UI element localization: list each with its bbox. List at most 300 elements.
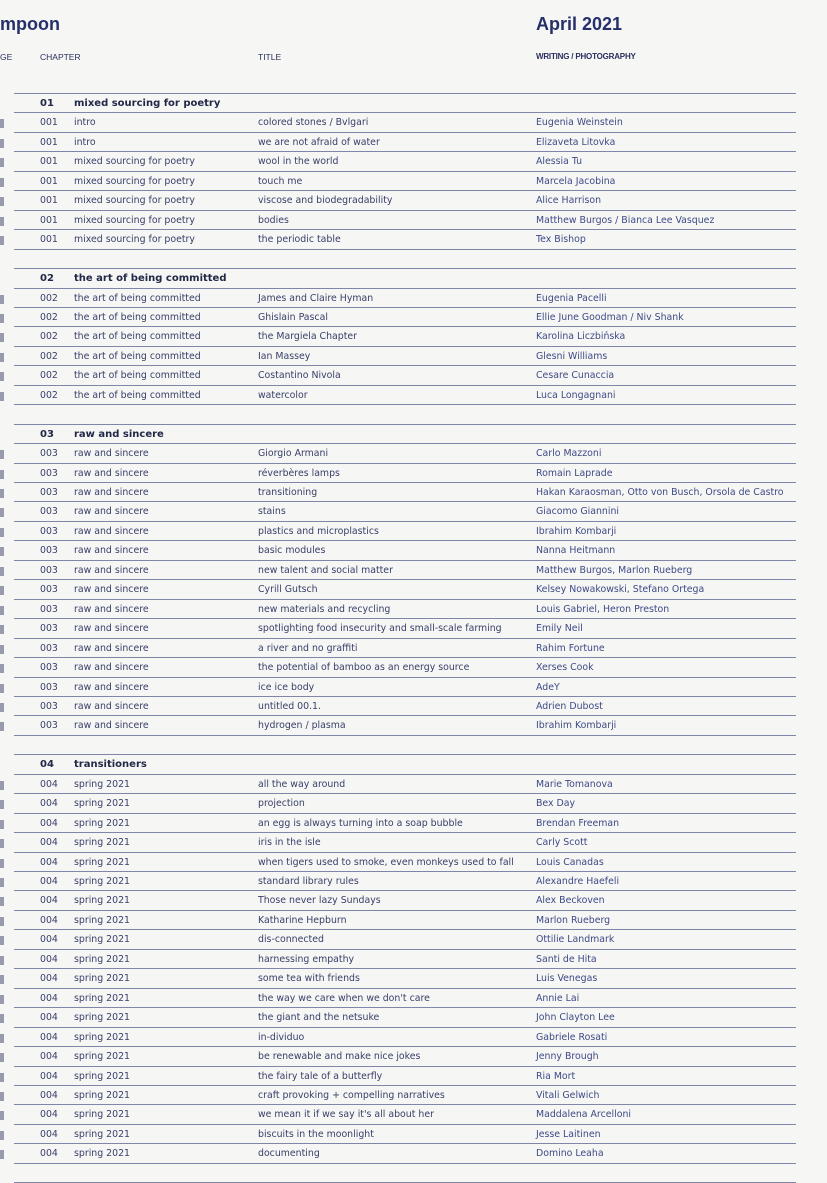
row-divider: [14, 1104, 796, 1105]
cropped-page-digit: [0, 314, 4, 323]
section-name: the art of being committed: [74, 273, 227, 285]
entry-page: 003: [40, 584, 58, 596]
entry-writer: Eugenia Weinstein: [536, 117, 623, 129]
entry-chapter: spring 2021: [74, 778, 131, 790]
entry-title: a river and no graffiti: [258, 642, 358, 654]
cropped-page-digit: [0, 800, 4, 809]
entry-chapter: raw and sincere: [74, 681, 149, 693]
entry-title: Ian Massey: [258, 350, 311, 362]
entry-chapter: spring 2021: [74, 973, 131, 985]
cropped-page-digit: [0, 839, 4, 848]
row-divider: [14, 1007, 796, 1008]
row-divider: [14, 1163, 796, 1164]
entry-title: colored stones / Bvlgari: [258, 117, 369, 129]
entry-writer: Eugenia Pacelli: [536, 292, 607, 304]
entry-page: 003: [40, 662, 58, 674]
row-divider: [14, 521, 796, 522]
entry-page: 003: [40, 642, 58, 654]
entry-page: 001: [40, 136, 58, 148]
entry-title: Cyrill Gutsch: [258, 584, 318, 596]
cropped-page-digit: [0, 158, 4, 167]
row-divider: [14, 890, 796, 891]
cropped-page-digit: [0, 606, 4, 615]
row-divider: [14, 463, 796, 464]
entry-title: viscose and biodegradability: [258, 195, 393, 207]
entry-title: ice ice body: [258, 681, 315, 693]
entry-page: 001: [40, 156, 58, 168]
row-divider: [14, 404, 796, 405]
entry-writer: Bex Day: [536, 798, 576, 810]
row-divider: [14, 735, 796, 736]
cropped-page-digit: [0, 1073, 4, 1082]
cropped-page-digit: [0, 139, 4, 148]
entry-title: Those never lazy Sundays: [258, 895, 381, 907]
row-divider: [14, 560, 796, 561]
entry-writer: Ellie June Goodman / Niv Shank: [536, 311, 684, 323]
row-divider: [14, 754, 796, 755]
entry-writer: Rahim Fortune: [536, 642, 605, 654]
entry-title: hydrogen / plasma: [258, 720, 346, 732]
entry-chapter: the art of being committed: [74, 331, 201, 343]
row-divider: [14, 501, 796, 502]
entry-title: new materials and recycling: [258, 603, 391, 615]
entry-title: the periodic table: [258, 234, 341, 246]
entry-writer: Carlo Mazzoni: [536, 448, 602, 460]
row-divider: [14, 910, 796, 911]
entry-chapter: spring 2021: [74, 1148, 131, 1160]
cropped-page-digit: [0, 372, 4, 381]
cropped-page-digit: [0, 995, 4, 1004]
row-divider: [14, 1066, 796, 1067]
entry-chapter: intro: [74, 136, 96, 148]
entry-title: plastics and microplastics: [258, 525, 379, 537]
entry-chapter: spring 2021: [74, 992, 131, 1004]
entry-title: transitioning: [258, 487, 318, 498]
entry-page: 004: [40, 1148, 58, 1160]
entry-writer: Marie Tomanova: [536, 778, 613, 790]
row-divider: [14, 307, 796, 308]
cropped-page-digit: [0, 470, 4, 479]
entry-chapter: raw and sincere: [74, 603, 149, 615]
entry-writer: Hakan Karaosman, Otto von Busch, Orsola de Castro: [536, 487, 784, 498]
cropped-page-digit: [0, 450, 4, 459]
entry-page: 004: [40, 1089, 58, 1101]
entry-page: 003: [40, 506, 58, 518]
cropped-page-digit: [0, 820, 4, 829]
row-divider: [14, 190, 796, 191]
cropped-page-digit: [0, 1014, 4, 1023]
entry-title: standard library rules: [258, 876, 359, 887]
section-number: 01: [40, 98, 54, 109]
entry-title: craft provoking + compelling narratives: [258, 1089, 445, 1101]
entry-writer: Jenny Brough: [536, 1051, 599, 1063]
entry-chapter: raw and sincere: [74, 700, 149, 712]
entry-title: be renewable and make nice jokes: [258, 1051, 421, 1063]
cropped-page-digit: [0, 975, 4, 984]
row-divider: [14, 1085, 796, 1086]
entry-writer: Alice Harrison: [536, 195, 602, 207]
column-header-writing: WRITING / PHOTOGRAPHY: [536, 52, 636, 61]
entry-chapter: raw and sincere: [74, 662, 149, 674]
row-divider: [14, 677, 796, 678]
entry-title: spotlighting food insecurity and small-scale farming: [258, 623, 502, 635]
entry-chapter: raw and sincere: [74, 448, 149, 460]
row-divider: [14, 346, 796, 347]
cropped-page-digit: [0, 1150, 4, 1159]
row-divider: [14, 268, 796, 269]
entry-writer: Ria Mort: [536, 1070, 576, 1082]
entry-page: 002: [40, 370, 58, 382]
entry-chapter: spring 2021: [74, 856, 131, 868]
section-number: 04: [40, 759, 54, 771]
entry-page: 003: [40, 448, 58, 460]
entry-writer: Luis Venegas: [536, 973, 598, 985]
entry-writer: Adrien Dubost: [536, 700, 603, 712]
entry-writer: Santi de Hita: [536, 953, 597, 965]
entry-writer: Louis Canadas: [536, 856, 604, 868]
cropped-page-digit: [0, 1131, 4, 1140]
entry-title: all the way around: [258, 778, 346, 790]
entry-page: 003: [40, 564, 58, 576]
entry-chapter: raw and sincere: [74, 623, 149, 635]
entry-page: 001: [40, 234, 58, 246]
entry-chapter: spring 2021: [74, 1070, 131, 1082]
entry-title: we are not afraid of water: [258, 136, 380, 148]
entry-page: 004: [40, 973, 58, 985]
issue-date: April 2021: [536, 14, 623, 34]
entry-page: 004: [40, 1128, 58, 1140]
column-header-chapter: CHAPTER: [40, 52, 81, 62]
entry-writer: Domino Leaha: [536, 1148, 604, 1160]
cropped-page-digit: [0, 645, 4, 654]
entry-title: basic modules: [258, 545, 326, 557]
entry-page: 003: [40, 545, 58, 557]
entry-title: Katharine Hepburn: [258, 914, 347, 926]
cropped-page-digit: [0, 625, 4, 634]
section-number: 03: [40, 428, 54, 440]
entry-title: Costantino Nivola: [258, 370, 341, 382]
row-divider: [14, 579, 796, 580]
entry-writer: Karolina Liczbińska: [536, 331, 626, 343]
entry-chapter: spring 2021: [74, 876, 131, 887]
entry-page: 004: [40, 1031, 58, 1043]
entry-chapter: raw and sincere: [74, 487, 149, 498]
column-header-page: GE: [0, 52, 13, 62]
entry-title: some tea with friends: [258, 973, 360, 985]
entry-page: 001: [40, 175, 58, 187]
row-divider: [14, 832, 796, 833]
entry-page: 004: [40, 856, 58, 868]
entry-page: 003: [40, 720, 58, 732]
row-divider: [14, 599, 796, 600]
entry-chapter: the art of being committed: [74, 370, 201, 382]
row-divider: [14, 151, 796, 152]
entry-writer: Nanna Heitmann: [536, 545, 616, 557]
entry-writer: Ottilie Landmark: [536, 934, 615, 946]
entry-title: harnessing empathy: [258, 953, 355, 965]
row-divider: [14, 482, 796, 483]
cropped-page-digit: [0, 197, 4, 206]
entry-chapter: spring 2021: [74, 914, 131, 926]
cropped-page-digit: [0, 1053, 4, 1062]
entry-writer: Ibrahim Kombarji: [536, 525, 617, 537]
entry-writer: Matthew Burgos, Marlon Rueberg: [536, 564, 693, 576]
entry-writer: Alessia Tu: [536, 156, 583, 168]
entry-page: 004: [40, 837, 58, 849]
entry-writer: Glesni Williams: [536, 350, 608, 362]
row-divider: [14, 638, 796, 639]
entry-chapter: the art of being committed: [74, 292, 201, 304]
entry-chapter: raw and sincere: [74, 545, 149, 557]
entry-page: 004: [40, 817, 58, 829]
cropped-page-digit: [0, 956, 4, 965]
entry-page: 004: [40, 895, 58, 907]
cropped-page-digit: [0, 897, 4, 906]
entry-chapter: the art of being committed: [74, 350, 201, 362]
entry-writer: Romain Laprade: [536, 467, 613, 479]
entry-page: 002: [40, 311, 58, 323]
entry-page: 004: [40, 1109, 58, 1121]
cropped-page-digit: [0, 703, 4, 712]
entry-writer: John Clayton Lee: [536, 1012, 615, 1024]
row-divider: [14, 618, 796, 619]
cropped-page-digit: [0, 353, 4, 362]
row-divider: [14, 1143, 796, 1144]
entry-page: 003: [40, 525, 58, 537]
cropped-page-digit: [0, 586, 4, 595]
entry-page: 003: [40, 681, 58, 693]
entry-page: 002: [40, 292, 58, 304]
entry-writer: AdeY: [536, 681, 560, 693]
entry-writer: Gabriele Rosati: [536, 1031, 608, 1043]
entry-writer: Vitali Gelwich: [536, 1089, 600, 1101]
row-divider: [14, 540, 796, 541]
entry-page: 001: [40, 195, 58, 207]
entry-chapter: the art of being committed: [74, 311, 201, 323]
section-number: 02: [40, 273, 54, 285]
entry-writer: Xerses Cook: [536, 662, 594, 674]
entry-chapter: raw and sincere: [74, 564, 149, 576]
row-divider: [14, 385, 796, 386]
cropped-page-digit: [0, 333, 4, 342]
entry-title: stains: [258, 506, 286, 518]
entry-chapter: spring 2021: [74, 934, 131, 946]
entry-chapter: spring 2021: [74, 953, 131, 965]
entry-writer: Tex Bishop: [536, 234, 586, 246]
entry-writer: Alex Beckoven: [536, 895, 605, 907]
entry-title: the potential of bamboo as an energy source: [258, 662, 470, 674]
cropped-page-digit: [0, 295, 4, 304]
row-divider: [14, 715, 796, 716]
entry-writer: Annie Lai: [536, 992, 580, 1004]
cropped-page-digit: [0, 528, 4, 537]
row-divider: [14, 210, 796, 211]
entry-title: documenting: [258, 1148, 320, 1160]
entry-chapter: spring 2021: [74, 1128, 131, 1140]
row-divider: [14, 326, 796, 327]
entry-chapter: spring 2021: [74, 1109, 131, 1121]
entry-title: untitled 00.1.: [258, 700, 321, 712]
entry-chapter: spring 2021: [74, 837, 131, 849]
row-divider: [14, 1046, 796, 1047]
entry-chapter: mixed sourcing for poetry: [74, 156, 195, 168]
entry-title: new talent and social matter: [258, 564, 393, 576]
row-divider: [14, 949, 796, 950]
row-divider: [14, 132, 796, 133]
entry-writer: Jesse Laitinen: [536, 1128, 601, 1140]
row-divider: [14, 696, 796, 697]
entry-page: 004: [40, 1070, 58, 1082]
entry-page: 003: [40, 467, 58, 479]
entry-page: 002: [40, 389, 58, 401]
entry-title: projection: [258, 798, 305, 810]
entry-writer: Alexandre Haefeli: [536, 876, 620, 887]
row-divider: [14, 1124, 796, 1125]
row-divider: [14, 852, 796, 853]
entry-title: biscuits in the moonlight: [258, 1128, 374, 1140]
row-divider: [14, 929, 796, 930]
row-divider: [14, 112, 796, 113]
row-divider: [14, 988, 796, 989]
entry-writer: Brendan Freeman: [536, 817, 620, 829]
cropped-page-digit: [0, 917, 4, 926]
entry-chapter: spring 2021: [74, 817, 131, 829]
entry-page: 002: [40, 331, 58, 343]
entry-page: 003: [40, 700, 58, 712]
row-divider: [14, 365, 796, 366]
entry-chapter: mixed sourcing for poetry: [74, 195, 195, 207]
row-divider: [14, 93, 796, 94]
entry-chapter: raw and sincere: [74, 506, 149, 518]
entry-writer: Marlon Rueberg: [536, 914, 611, 926]
entry-writer: Elizaveta Litovka: [536, 136, 616, 148]
entry-title: the way we care when we don't care: [258, 992, 430, 1004]
cropped-page-digit: [0, 936, 4, 945]
row-divider: [14, 424, 796, 425]
entry-page: 004: [40, 798, 58, 810]
entry-writer: Maddalena Arcelloni: [536, 1109, 631, 1121]
cropped-page-digit: [0, 236, 4, 245]
cropped-page-digit: [0, 508, 4, 517]
entry-page: 001: [40, 117, 58, 129]
entry-writer: Giacomo Giannini: [536, 506, 620, 518]
entry-title: when tigers used to smoke, even monkeys used to fall: [258, 856, 514, 868]
entry-chapter: spring 2021: [74, 1089, 131, 1101]
cropped-page-digit: [0, 567, 4, 576]
row-divider: [14, 793, 796, 794]
cropped-page-digit: [0, 781, 4, 790]
entry-title: in-dividuo: [258, 1031, 305, 1043]
entry-writer: Kelsey Nowakowski, Stefano Ortega: [536, 584, 705, 596]
entry-chapter: spring 2021: [74, 895, 131, 907]
entry-chapter: spring 2021: [74, 1031, 131, 1043]
row-divider: [14, 249, 796, 250]
entry-title: the fairy tale of a butterfly: [258, 1070, 383, 1082]
row-divider: [14, 443, 796, 444]
entry-chapter: raw and sincere: [74, 525, 149, 537]
entry-chapter: mixed sourcing for poetry: [74, 175, 195, 187]
entry-page: 003: [40, 623, 58, 635]
entry-chapter: raw and sincere: [74, 467, 149, 479]
entry-page: 001: [40, 214, 58, 226]
entry-writer: Luca Longagnani: [536, 389, 616, 401]
cropped-page-digit: [0, 684, 4, 693]
row-divider: [14, 813, 796, 814]
column-header-title: TITLE: [258, 52, 282, 62]
entry-chapter: raw and sincere: [74, 584, 149, 596]
entry-chapter: spring 2021: [74, 1051, 131, 1063]
cropped-page-digit: [0, 119, 4, 128]
row-divider: [14, 171, 796, 172]
cropped-page-digit: [0, 859, 4, 868]
entry-title: dis-connected: [258, 934, 324, 946]
entry-title: touch me: [258, 175, 303, 187]
entry-page: 004: [40, 953, 58, 965]
entry-page: 004: [40, 778, 58, 790]
entry-title: réverbères lamps: [258, 467, 340, 479]
entry-title: bodies: [258, 214, 289, 226]
entry-writer: Matthew Burgos / Bianca Lee Vasquez: [536, 214, 715, 226]
section-name: transitioners: [74, 759, 147, 771]
entry-title: an egg is always turning into a soap bubble: [258, 817, 463, 829]
cropped-page-digit: [0, 547, 4, 556]
row-divider: [14, 657, 796, 658]
entry-page: 003: [40, 603, 58, 615]
entry-page: 003: [40, 487, 58, 498]
cropped-page-digit: [0, 722, 4, 731]
entry-chapter: intro: [74, 117, 96, 129]
entry-writer: Emily Neil: [536, 623, 583, 635]
entry-page: 004: [40, 992, 58, 1004]
row-divider: [14, 774, 796, 775]
section-name: mixed sourcing for poetry: [74, 98, 221, 109]
cropped-page-digit: [0, 664, 4, 673]
section-name: raw and sincere: [74, 428, 164, 440]
entry-title: Giorgio Armani: [258, 448, 329, 460]
entry-chapter: raw and sincere: [74, 720, 149, 732]
cropped-page-digit: [0, 1034, 4, 1043]
row-divider: [14, 1027, 796, 1028]
row-divider: [14, 288, 796, 289]
cropped-page-digit: [0, 1111, 4, 1120]
row-divider: [14, 229, 796, 230]
entry-title: the giant and the netsuke: [258, 1012, 380, 1024]
cropped-page-digit: [0, 178, 4, 187]
entry-chapter: spring 2021: [74, 1012, 131, 1024]
entry-chapter: the art of being committed: [74, 389, 201, 401]
entry-writer: Ibrahim Kombarji: [536, 720, 617, 732]
entry-chapter: mixed sourcing for poetry: [74, 214, 195, 226]
magazine-title: mpoon: [0, 14, 60, 34]
row-divider: [14, 871, 796, 872]
entry-page: 002: [40, 350, 58, 362]
entry-title: we mean it if we say it's all about her: [258, 1109, 434, 1121]
entry-writer: Marcela Jacobina: [536, 175, 616, 187]
entry-page: 004: [40, 1051, 58, 1063]
cropped-page-digit: [0, 489, 4, 498]
entry-page: 004: [40, 876, 58, 887]
entry-page: 004: [40, 1012, 58, 1024]
entry-chapter: raw and sincere: [74, 642, 149, 654]
entry-title: iris in the isle: [258, 837, 321, 849]
entry-writer: Cesare Cunaccia: [536, 370, 615, 382]
entry-title: watercolor: [258, 389, 308, 401]
entry-title: James and Claire Hyman: [258, 292, 374, 304]
entry-title: Ghislain Pascal: [258, 311, 328, 323]
entry-chapter: mixed sourcing for poetry: [74, 234, 195, 246]
entry-title: wool in the world: [258, 156, 339, 168]
cropped-page-digit: [0, 217, 4, 226]
